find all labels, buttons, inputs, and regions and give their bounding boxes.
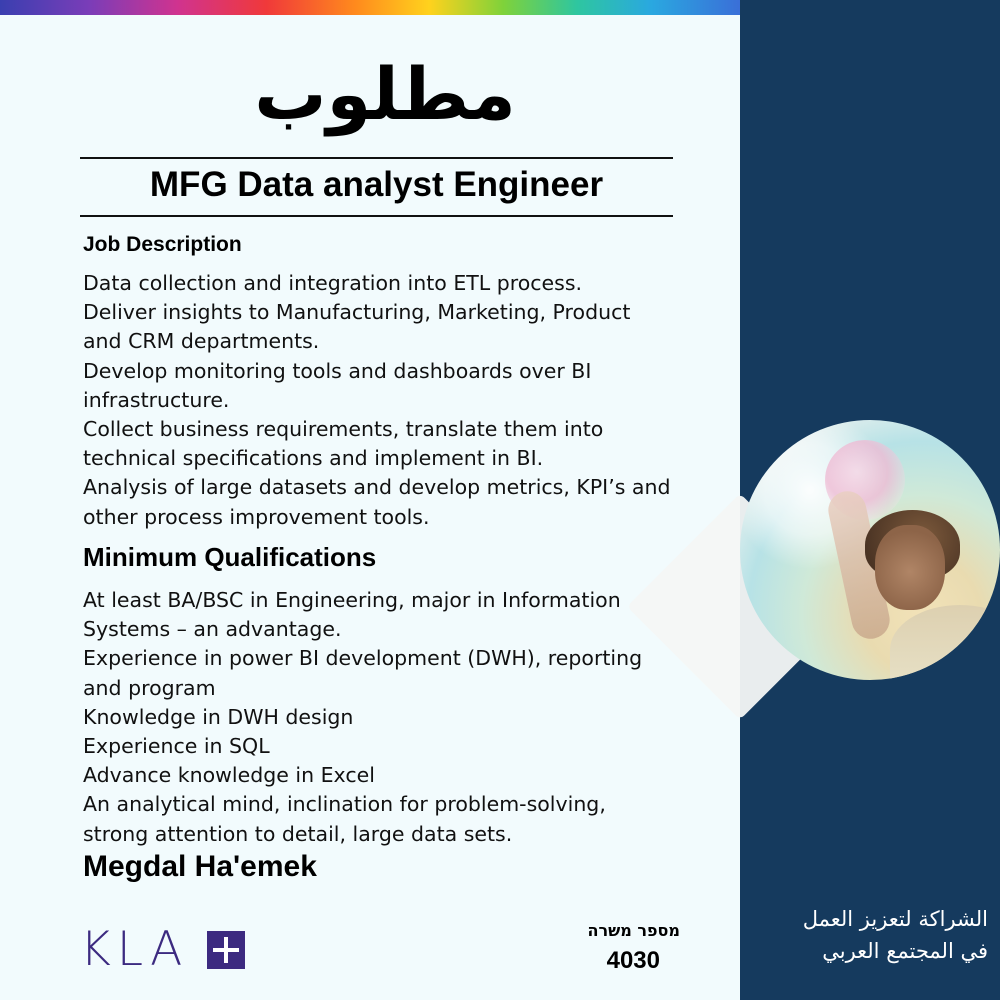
qualification-line: At least BA/BSC in Engineering, major in Information: [83, 588, 621, 612]
job-location: Megdal Ha'emek: [83, 850, 317, 883]
logo-text: KLA: [80, 922, 189, 977]
qualification-line: strong attention to detail, large data sets.: [83, 821, 513, 846]
page-title: مطلوب: [254, 52, 516, 136]
description-line: Develop monitoring tools and dashboards over BI: [83, 358, 592, 383]
footer-tagline: [752, 903, 988, 967]
description-line: Collect business requirements, translate them into: [83, 416, 604, 441]
qualification-line: An analytical mind, inclination for problem-solving,: [83, 792, 606, 817]
position-number-label: מספר משרה: [587, 921, 680, 940]
qualification-line: Knowledge in DWH design: [83, 704, 354, 729]
description-line: Data collection and integration into ETL process.: [83, 271, 583, 295]
qualification-line: Experience in SQL: [83, 733, 270, 758]
description-line: Analysis of large datasets and develop metrics, KPI’s and: [83, 475, 671, 500]
qualifications-heading: Minimum Qualifications: [83, 542, 377, 572]
rainbow-stripe: [0, 0, 740, 15]
job-title: MFG Data analyst Engineer: [149, 165, 604, 204]
qualifications-list: [83, 586, 713, 849]
description-line: infrastructure.: [83, 387, 230, 412]
footer-line-2: في المجتمع العربي: [822, 939, 988, 963]
qualification-line: Experience in power BI development (DWH), reporting: [83, 646, 643, 671]
description-line: other process improvement tools.: [83, 504, 430, 529]
kla-logo: [80, 922, 250, 977]
description-line: and CRM departments.: [83, 329, 320, 354]
qualification-line: Advance knowledge in Excel: [83, 763, 375, 788]
divider-bottom: [80, 215, 673, 217]
description-line: Deliver insights to Manufacturing, Marketing, Product: [83, 300, 631, 325]
divider-top: [80, 157, 673, 159]
qualification-line: Systems – an advantage.: [83, 617, 342, 642]
job-description-heading: Job Description: [83, 233, 242, 256]
plus-icon: [207, 931, 245, 969]
footer-line-1: الشراكة لتعزيز العمل: [802, 907, 988, 931]
qualification-line: and program: [83, 675, 216, 700]
description-line: technical specifications and implement in BI.: [83, 446, 544, 471]
job-description-list: [83, 269, 713, 532]
photo-circle: [740, 420, 1000, 680]
position-number: 4030: [606, 947, 660, 974]
